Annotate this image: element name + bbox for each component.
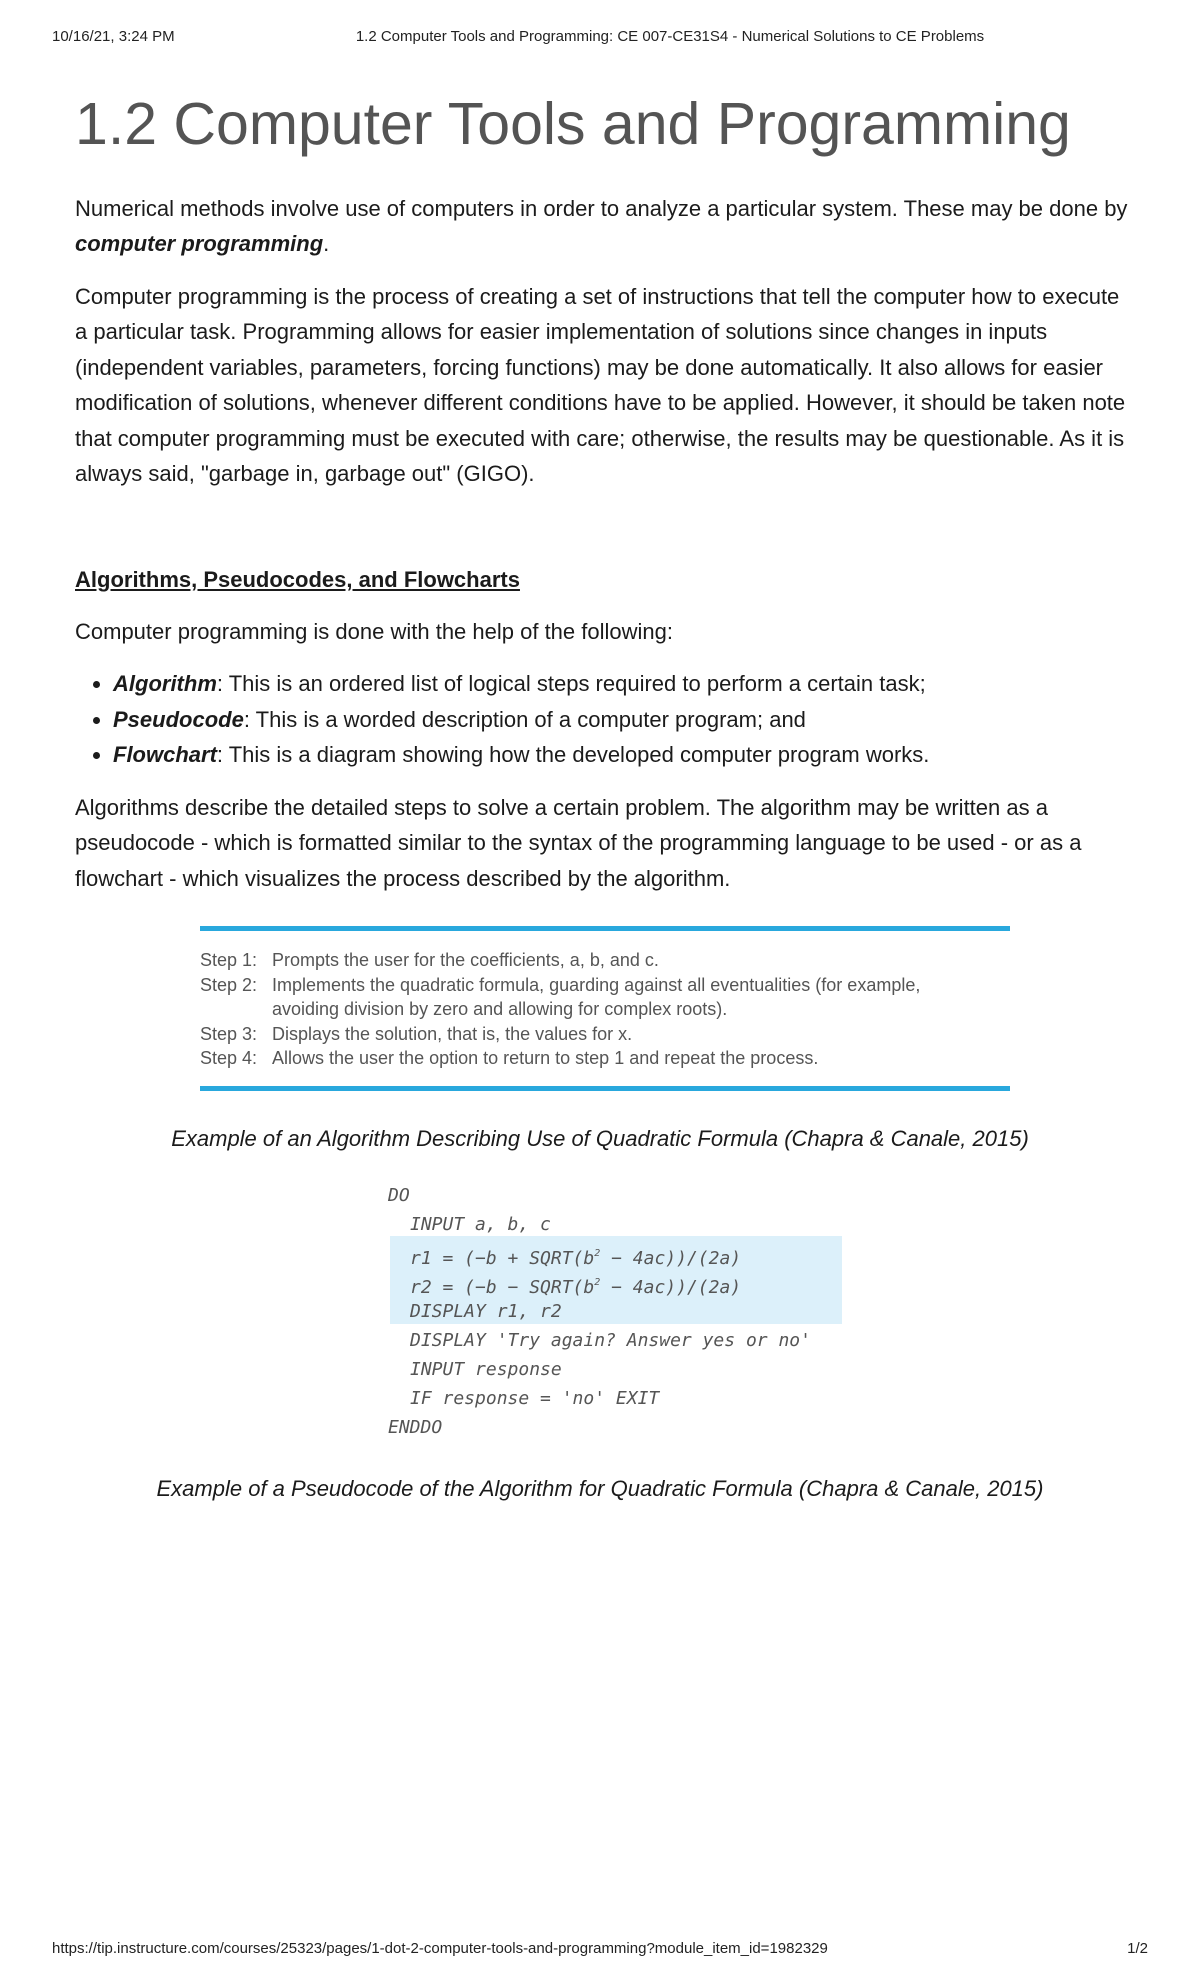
- intro-end: .: [323, 231, 330, 257]
- print-title: 1.2 Computer Tools and Programming: CE 007-CE31S4 - Numerical Solutions to CE Problems: [355, 28, 985, 45]
- step-label: Step 3:: [200, 1023, 258, 1044]
- algorithm-steps: [200, 948, 1010, 1071]
- list-item-desc: : This is an ordered list of logical steps required to perform a certain task;: [216, 671, 926, 697]
- algorithm-step: [200, 1022, 1010, 1047]
- page-content: [75, 80, 1135, 913]
- figure-top-rule: [200, 926, 1010, 931]
- algorithm-step-continued: [200, 997, 1010, 1022]
- algorithm-figure: [200, 926, 1010, 1094]
- page-url: https://tip.instructure.com/courses/25323/pages/1-dot-2-computer-tools-and-programming?module_item_id=1982329: [52, 1940, 828, 1957]
- list-item: [113, 702, 1135, 738]
- algorithms-paragraph: Algorithms describe the detailed steps to solve a certain problem. The algorithm may be written as a pseudocode - which is formatted similar to the syntax of the programming language to be used - or as a flowchart - which visualizes the process described by the algorithm.: [75, 794, 1082, 891]
- list-item-term: Pseudocode: [113, 706, 244, 732]
- print-date: 10/16/21, 3:24 PM: [52, 28, 175, 45]
- print-footer: [52, 1940, 1148, 1960]
- figure-bottom-rule: [200, 1086, 1010, 1091]
- code-line: $r2 = (-b - SQRT(b^2 - 4ac))/(2a)$: [410, 1277, 742, 1298]
- intro-paragraph: [75, 191, 1135, 262]
- algorithm-step: [200, 973, 1010, 998]
- pseudocode-figure: [388, 1180, 848, 1450]
- programming-paragraph: Computer programming is the process of creating a set of instructions that tell the computer how to execute a particular task. Programming allows for easier implementation of solutions since changes in inputs (independent variables, parameters, forcing functions) may be done automatically. It also allows for easier modification of solutions, whenever different conditions have to be applied. However, it should be taken note that computer programming must be executed with care; otherwise, the results may be questionable. As it is always said, "garbage in, garbage out" (GIGO).: [75, 283, 1126, 487]
- code-line: DO: [388, 1185, 410, 1206]
- section-intro: Computer programming is done with the help of the following:: [75, 618, 673, 644]
- code-line: IF response = 'no' EXIT: [410, 1388, 660, 1409]
- intro-text: Numerical methods involve use of computers in order to analyze a particular system. These may be done by: [75, 195, 1128, 221]
- list-item-term: Flowchart: [113, 742, 217, 768]
- tools-list: [75, 666, 1135, 773]
- print-header: [52, 28, 1148, 48]
- step-text: Implements the quadratic formula, guarding against all eventualities (for example,: [272, 974, 921, 995]
- section-heading: Algorithms, Pseudocodes, and Flowcharts: [75, 566, 520, 592]
- algorithm-caption: Example of an Algorithm Describing Use of Quadratic Formula (Chapra & Canale, 2015): [171, 1126, 1029, 1151]
- page-title: 1.2 Computer Tools and Programming: [75, 91, 1071, 157]
- code-line: DISPLAY 'Try again? Answer yes or no': [410, 1330, 811, 1351]
- list-item: [113, 666, 1135, 702]
- code-line: INPUT a, b, c: [410, 1214, 551, 1235]
- list-item-desc: : This is a diagram showing how the developed computer program works.: [216, 742, 930, 768]
- code-line: INPUT response: [410, 1359, 562, 1380]
- step-label: Step 2:: [200, 974, 258, 995]
- algorithm-step: [200, 948, 1010, 973]
- step-text: Prompts the user for the coefficients, a, b, and c.: [272, 950, 659, 970]
- list-item: [113, 737, 1135, 773]
- pseudocode-caption: Example of a Pseudocode of the Algorithm for Quadratic Formula (Chapra & Canale, 2015): [156, 1476, 1044, 1501]
- algorithm-step: [200, 1046, 1010, 1071]
- list-item-desc: : This is a worded description of a computer program; and: [243, 706, 806, 732]
- step-label: Step 1:: [200, 950, 258, 970]
- intro-emphasis: computer programming: [75, 231, 324, 257]
- code-line: $r1 = (-b + SQRT(b^2 - 4ac))/(2a)$: [410, 1248, 742, 1269]
- page-number: 1/2: [1127, 1940, 1148, 1957]
- step-text: Allows the user the option to return to step 1 and repeat the process.: [272, 1048, 819, 1068]
- step-text: Displays the solution, that is, the values for x.: [272, 1023, 633, 1044]
- step-label: Step 4:: [200, 1048, 258, 1068]
- code-line: ENDDO: [388, 1417, 443, 1438]
- list-item-term: Algorithm: [113, 671, 217, 697]
- step-text: avoiding division by zero and allowing for complex roots).: [272, 999, 728, 1019]
- code-line: DISPLAY r1, r2: [410, 1301, 562, 1322]
